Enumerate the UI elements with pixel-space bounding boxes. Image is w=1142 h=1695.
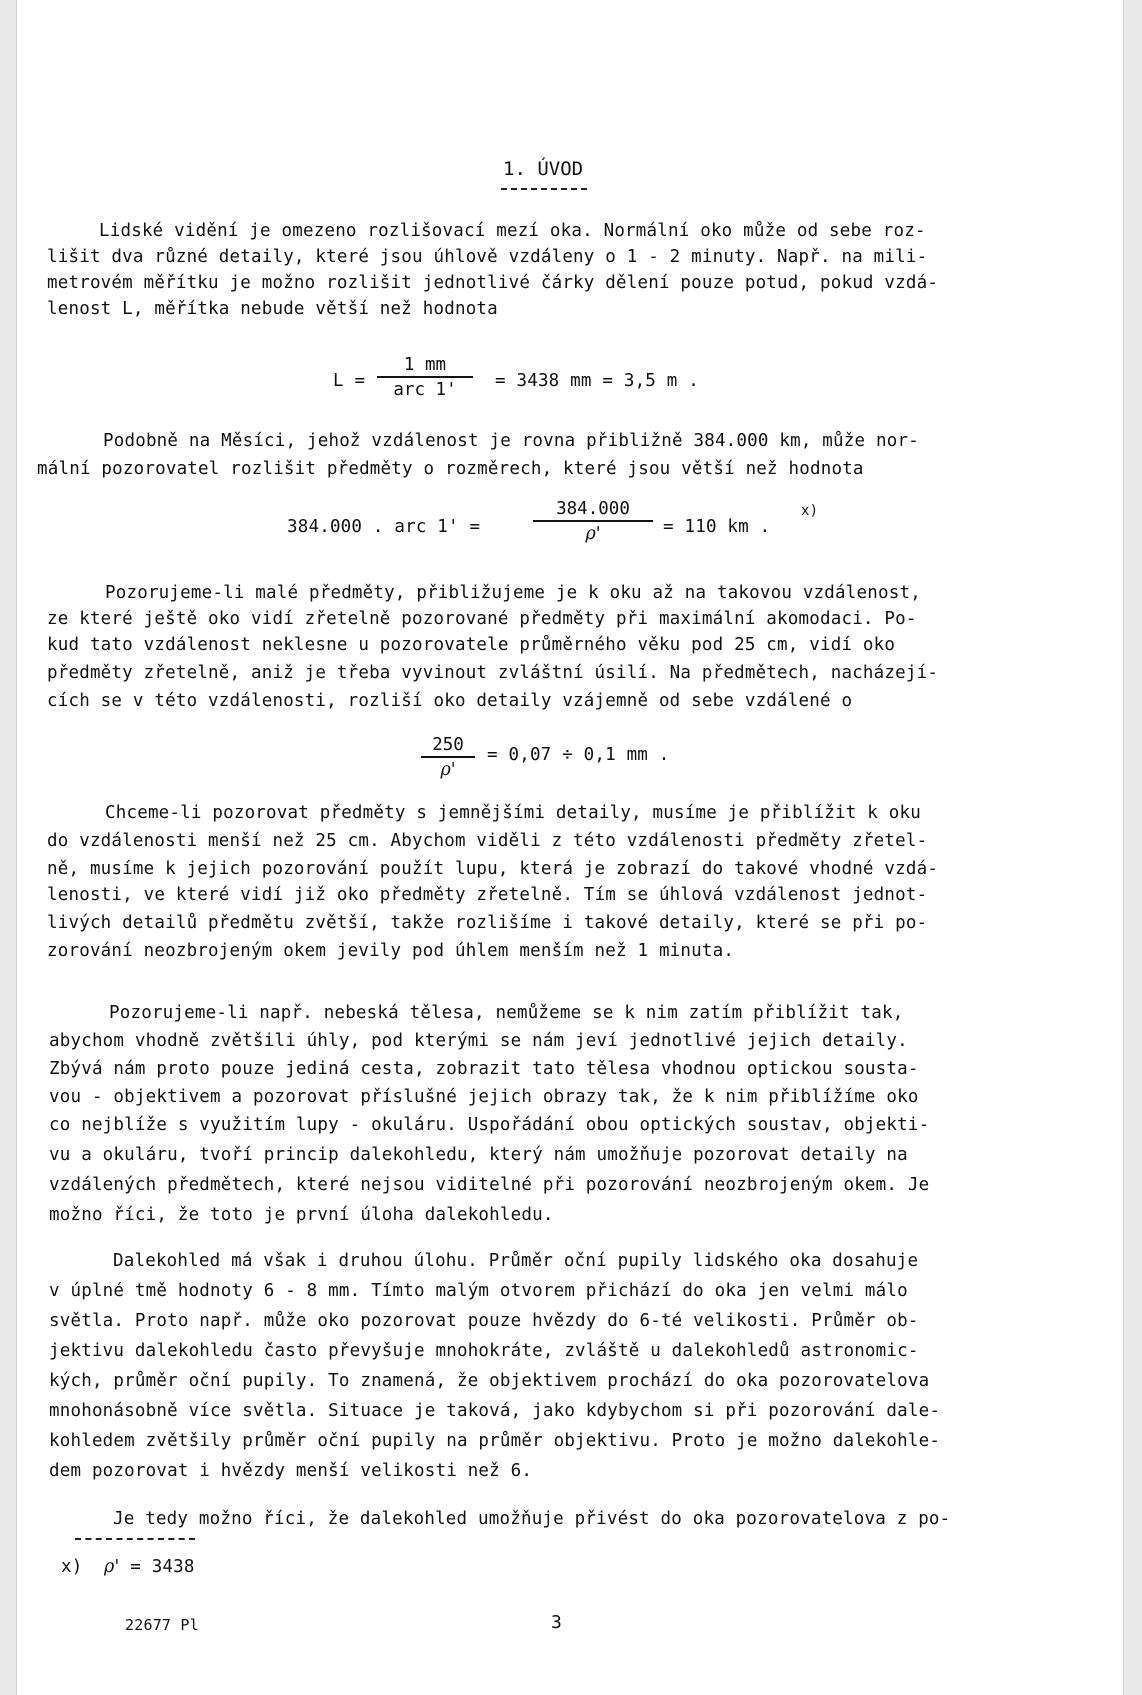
paragraph-6-line-1: Dalekohled má však i druhou úlohu. Průměr oční pupily lidského oka dosahuje — [113, 1251, 919, 1271]
paragraph-4-line-3: ně, musíme k jejich pozorování použít lupu, která je zobrazí do takové vhodné vzdá- — [47, 859, 939, 879]
paragraph-4-line-1: Chceme-li pozorovat předměty s jemnějšími detaily, musíme je přiblížit k oku — [105, 803, 921, 823]
paragraph-3-line-2: ze které ještě oko vidí zřetelně pozorované předměty při maximální akomodaci. Po- — [47, 609, 917, 629]
formula-1-numerator: 1 mm — [377, 354, 473, 378]
formula-3-denominator: ρ' — [440, 760, 456, 780]
paragraph-1-line-4: lenost L, měřítka nebude větší než hodnota — [47, 299, 498, 319]
section-title: 1. ÚVOD — [503, 158, 584, 180]
paragraph-6-line-2: v úplné tmě hodnoty 6 - 8 mm. Tímto malým otvorem přichází do oka jen velmi málo — [49, 1281, 908, 1301]
formula-2-denominator: ρ' — [585, 524, 601, 544]
paragraph-4-line-4: lenosti, ve které vidí již oko předměty zřetelně. Tím se úhlová vzdálenost jednot- — [47, 885, 928, 905]
paragraph-7-line-1: Je tedy možno říci, že dalekohled umožňuje přivést do oka pozorovatelova z po- — [113, 1509, 951, 1529]
paragraph-1-line-1: Lidské vidění je omezeno rozlišovací mezí oka. Normální oko může od sebe roz- — [99, 221, 926, 241]
formula-1-rhs: = 3438 mm = 3,5 m . — [495, 371, 699, 391]
formula-1-lhs: L = — [333, 371, 366, 391]
footnote — [61, 1556, 195, 1578]
paragraph-6-line-7: kohledem zvětšily průměr oční pupily na průměr objektivu. Proto je možno dalekohle- — [49, 1431, 941, 1451]
document-page — [16, 0, 1124, 1695]
paragraph-6-line-5: kých, průměr oční pupily. To znamená, že objektivem prochází do oka pozorovatelova — [49, 1371, 930, 1391]
formula-2-rhs: = 110 km . — [663, 517, 771, 537]
paragraph-3-line-4: předměty zřetelně, aniž je třeba vyvinout zvláštní úsilí. Na předmětech, nacházejí- — [47, 663, 939, 683]
formula-2-numerator: 384.000 — [533, 498, 653, 522]
paragraph-6-line-8: dem pozorovat i hvězdy menší velikosti než 6. — [49, 1461, 533, 1481]
paragraph-6-line-3: světla. Proto např. může oko pozorovat pouze hvězdy do 6-té velikosti. Průměr ob- — [49, 1311, 919, 1331]
formula-3-numerator: 250 — [421, 734, 475, 758]
formula-3-rhs: = 0,07 ÷ 0,1 mm . — [487, 745, 670, 765]
footnote-separator — [75, 1538, 195, 1540]
paragraph-1-line-2: lišit dva různé detaily, které jsou úhlově vzdáleny o 1 - 2 minuty. Např. na mili- — [47, 247, 928, 267]
paragraph-3-line-5: cích se v této vzdálenosti, rozliší oko detaily vzájemně od sebe vzdálené o — [47, 691, 853, 711]
paragraph-5-line-7: vzdálených předmětech, které nejsou viditelné při pozorování neozbrojeným okem. Je — [49, 1175, 930, 1195]
formula-1-denominator: arc 1' — [393, 380, 457, 400]
paragraph-6-line-6: mnohonásobně více světla. Situace je taková, jako kdybychom si při pozorování dale- — [49, 1401, 941, 1421]
paragraph-5-line-4: vou - objektivem a pozorovat příslušné jejich obrazy tak, že k nim přiblížíme oko — [49, 1087, 919, 1107]
formula-3-fraction — [421, 734, 475, 782]
formula-2-lhs: 384.000 . arc 1' = — [287, 517, 481, 537]
formula-2-fraction — [533, 498, 653, 546]
paragraph-5-line-8: možno říci, že toto je první úloha dalekohledu. — [49, 1205, 554, 1225]
paragraph-2-line-2: mální pozorovatel rozlišit předměty o rozměrech, které jsou větší než hodnota — [37, 459, 864, 479]
formula-1-fraction — [377, 354, 473, 402]
paragraph-3-line-3: kud tato vzdálenost neklesne u pozorovatele průměrného věku pod 25 cm, vidí oko — [47, 635, 896, 655]
paragraph-5-line-5: co nejblíže s využitím lupy - okuláru. Uspořádání obou optických soustav, objekti- — [49, 1115, 930, 1135]
paragraph-1-line-3: metrovém měřítku je možno rozlišit jednotlivé čárky dělení pouze potud, pokud vzdá- — [47, 273, 939, 293]
page-number: 3 — [551, 1612, 563, 1633]
formula-2-footnote-mark: x) — [801, 503, 819, 519]
paragraph-4-line-6: zorování neozbrojeným okem jevily pod úhlem menším než 1 minuta. — [47, 941, 735, 961]
paragraph-3-line-1: Pozorujeme-li malé předměty, přibližujeme je k oku až na takovou vzdálenost, — [105, 583, 921, 603]
paragraph-5-line-1: Pozorujeme-li např. nebeská tělesa, nemůžeme se k nim zatím přiblížit tak, — [109, 1003, 904, 1023]
paragraph-5-line-3: Zbývá nám proto pouze jediná cesta, zobrazit tato tělesa vhodnou optickou sousta- — [49, 1059, 919, 1079]
paragraph-5-line-6: vu a okuláru, tvoří princip dalekohledu, který nám umožňuje pozorovat detaily na — [49, 1145, 908, 1165]
paragraph-4-line-5: livých detailů předmětu zvětší, takže rozlišíme i takové detaily, které se při po- — [47, 913, 928, 933]
footnote-symbol: ρ' — [103, 1557, 120, 1577]
footnote-mark: x) — [61, 1557, 83, 1577]
title-underline — [501, 188, 587, 190]
footnote-value: = 3438 — [130, 1557, 195, 1577]
paragraph-6-line-4: jektivu dalekohledu často převyšuje mnohokráte, zvláště u dalekohledů astronomic- — [49, 1341, 919, 1361]
paragraph-5-line-2: abychom vhodně zvětšili úhly, pod kterými se nám jeví jednotlivé jejich detaily. — [49, 1031, 908, 1051]
paragraph-4-line-2: do vzdálenosti menší než 25 cm. Abychom viděli z této vzdálenosti předměty zřetel- — [47, 831, 928, 851]
document-code: 22677 Pl — [125, 1616, 199, 1634]
paragraph-2-line-1: Podobně na Měsíci, jehož vzdálenost je rovna přibližně 384.000 km, může nor- — [103, 431, 919, 451]
